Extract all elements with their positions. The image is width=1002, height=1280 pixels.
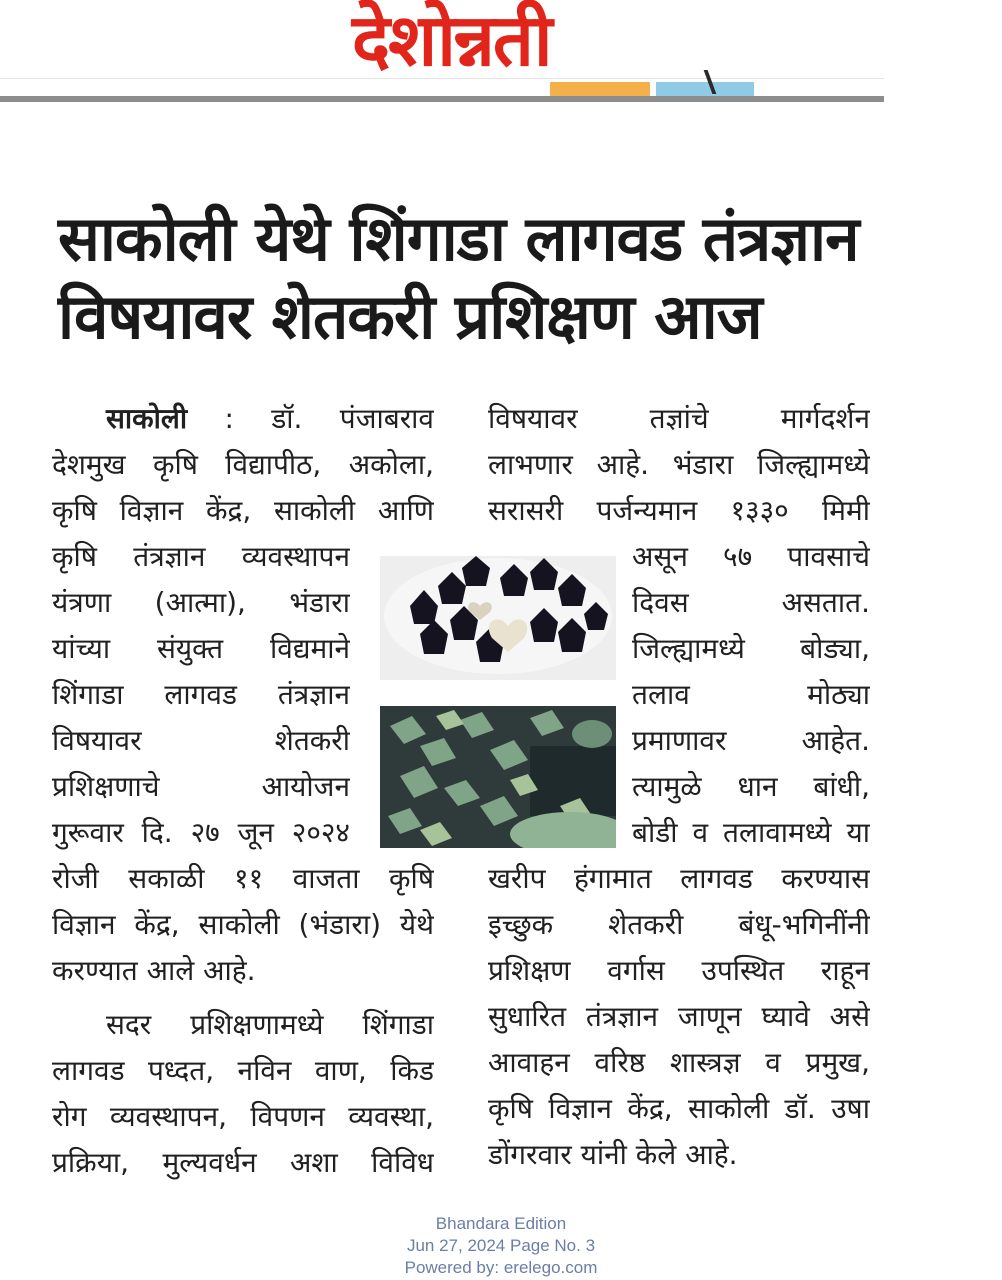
body-line: सरासरी पर्जन्यमान १३३० मिमी xyxy=(488,494,870,527)
body-line: डोंगरवार यांनी केले आहे. xyxy=(488,1138,738,1171)
body-line: सुधारित तंत्रज्ञान जाणून घ्यावे असे xyxy=(488,1000,870,1033)
body-line: कृषि तंत्रज्ञान व्यवस्थापन xyxy=(52,540,350,573)
body-line: त्यामुळे धान बांधी, xyxy=(632,770,870,803)
body-line: लाभणार आहे. भंडारा जिल्ह्यामध्ये xyxy=(488,448,870,481)
right-column-bottom xyxy=(488,856,870,1178)
dateline: साकोली xyxy=(106,402,188,435)
body-line: विषयावर शेतकरी xyxy=(52,724,350,757)
body-line: यंत्रणा (आत्मा), भंडारा xyxy=(52,586,350,619)
body-line: यांच्या संयुक्त विद्यमाने xyxy=(52,632,350,665)
body-line: प्रशिक्षणाचे आयोजन xyxy=(52,770,350,803)
body-line: प्रशिक्षण वर्गास उपस्थित राहून xyxy=(488,954,870,987)
left-column-top xyxy=(52,396,434,534)
edition-label: Bhandara Edition xyxy=(435,1214,567,1233)
newspaper-logo: देशोन्नती xyxy=(352,0,551,82)
body-line: करण्यात आले आहे. xyxy=(52,954,256,987)
body-line: कृषि विज्ञान केंद्र, साकोली आणि xyxy=(52,494,434,527)
body-line: विषयावर तज्ञांचे मार्गदर्शन xyxy=(488,402,870,435)
page-footer xyxy=(0,1213,1002,1279)
body-line: खरीप हंगामात लागवड करण्यास xyxy=(488,862,870,895)
body-line: असून ५७ पावसाचे xyxy=(632,540,870,573)
headline-line: विषयावर शेतकरी प्रशिक्षण आज xyxy=(58,280,762,353)
dateline-separator: : xyxy=(187,402,272,435)
body-line: गुरूवार दि. २७ जून २०२४ xyxy=(52,816,350,849)
body-line: दिवस असतात. xyxy=(632,586,870,619)
powered-by-label: Powered by: erelego.com xyxy=(404,1258,598,1277)
left-column-narrow xyxy=(52,534,350,856)
masthead-rule xyxy=(0,96,884,102)
masthead xyxy=(0,0,1002,110)
nuts-photo-graphic xyxy=(380,556,616,680)
body-line: इच्छुक शेतकरी बंधू-भगिनींनी xyxy=(488,908,870,941)
right-column-top xyxy=(488,396,870,534)
body-line: देशमुख कृषि विद्यापीठ, अकोला, xyxy=(52,448,434,481)
body-line: तलाव मोठ्या xyxy=(632,678,870,711)
headline-line: साकोली येथे शिंगाडा लागवड तंत्रज्ञान xyxy=(58,202,859,275)
body-line: बोडी व तलावामध्ये या xyxy=(632,816,870,849)
water-chestnut-nuts-photo xyxy=(380,556,616,680)
body-line: रोजी सकाळी ११ वाजता कृषि xyxy=(52,862,434,895)
dateline-line xyxy=(52,396,434,442)
date-page-label: Jun 27, 2024 Page No. 3 xyxy=(406,1236,596,1255)
body-line: कृषि विज्ञान केंद्र, साकोली डॉ. उषा xyxy=(488,1092,870,1125)
body-line: प्रमाणावर आहेत. xyxy=(632,724,870,757)
water-chestnut-plants-photo xyxy=(380,706,616,848)
body-line: विज्ञान केंद्र, साकोली (भंडारा) येथे xyxy=(52,908,434,941)
article-headline xyxy=(58,200,888,356)
right-column-narrow xyxy=(632,534,870,856)
body-line: सदर प्रशिक्षणामध्ये शिंगाडा xyxy=(106,1008,434,1041)
body-line: लागवड पध्दत, नविन वाण, किड xyxy=(52,1054,434,1087)
body-line: शिंगाडा लागवड तंत्रज्ञान xyxy=(52,678,350,711)
body-text: डॉ. पंजाबराव xyxy=(271,402,434,435)
plants-photo-graphic xyxy=(380,706,616,848)
body-line: प्रक्रिया, मुल्यवर्धन अशा विविध xyxy=(52,1146,434,1179)
body-line: रोग व्यवस्थापन, विपणन व्यवस्था, xyxy=(52,1100,434,1133)
body-line: आवाहन वरिष्ठ शास्त्रज्ञ व प्रमुख, xyxy=(488,1046,870,1079)
left-column-bottom xyxy=(52,856,434,1186)
body-line: जिल्ह्यामध्ये बोड्या, xyxy=(632,632,870,665)
